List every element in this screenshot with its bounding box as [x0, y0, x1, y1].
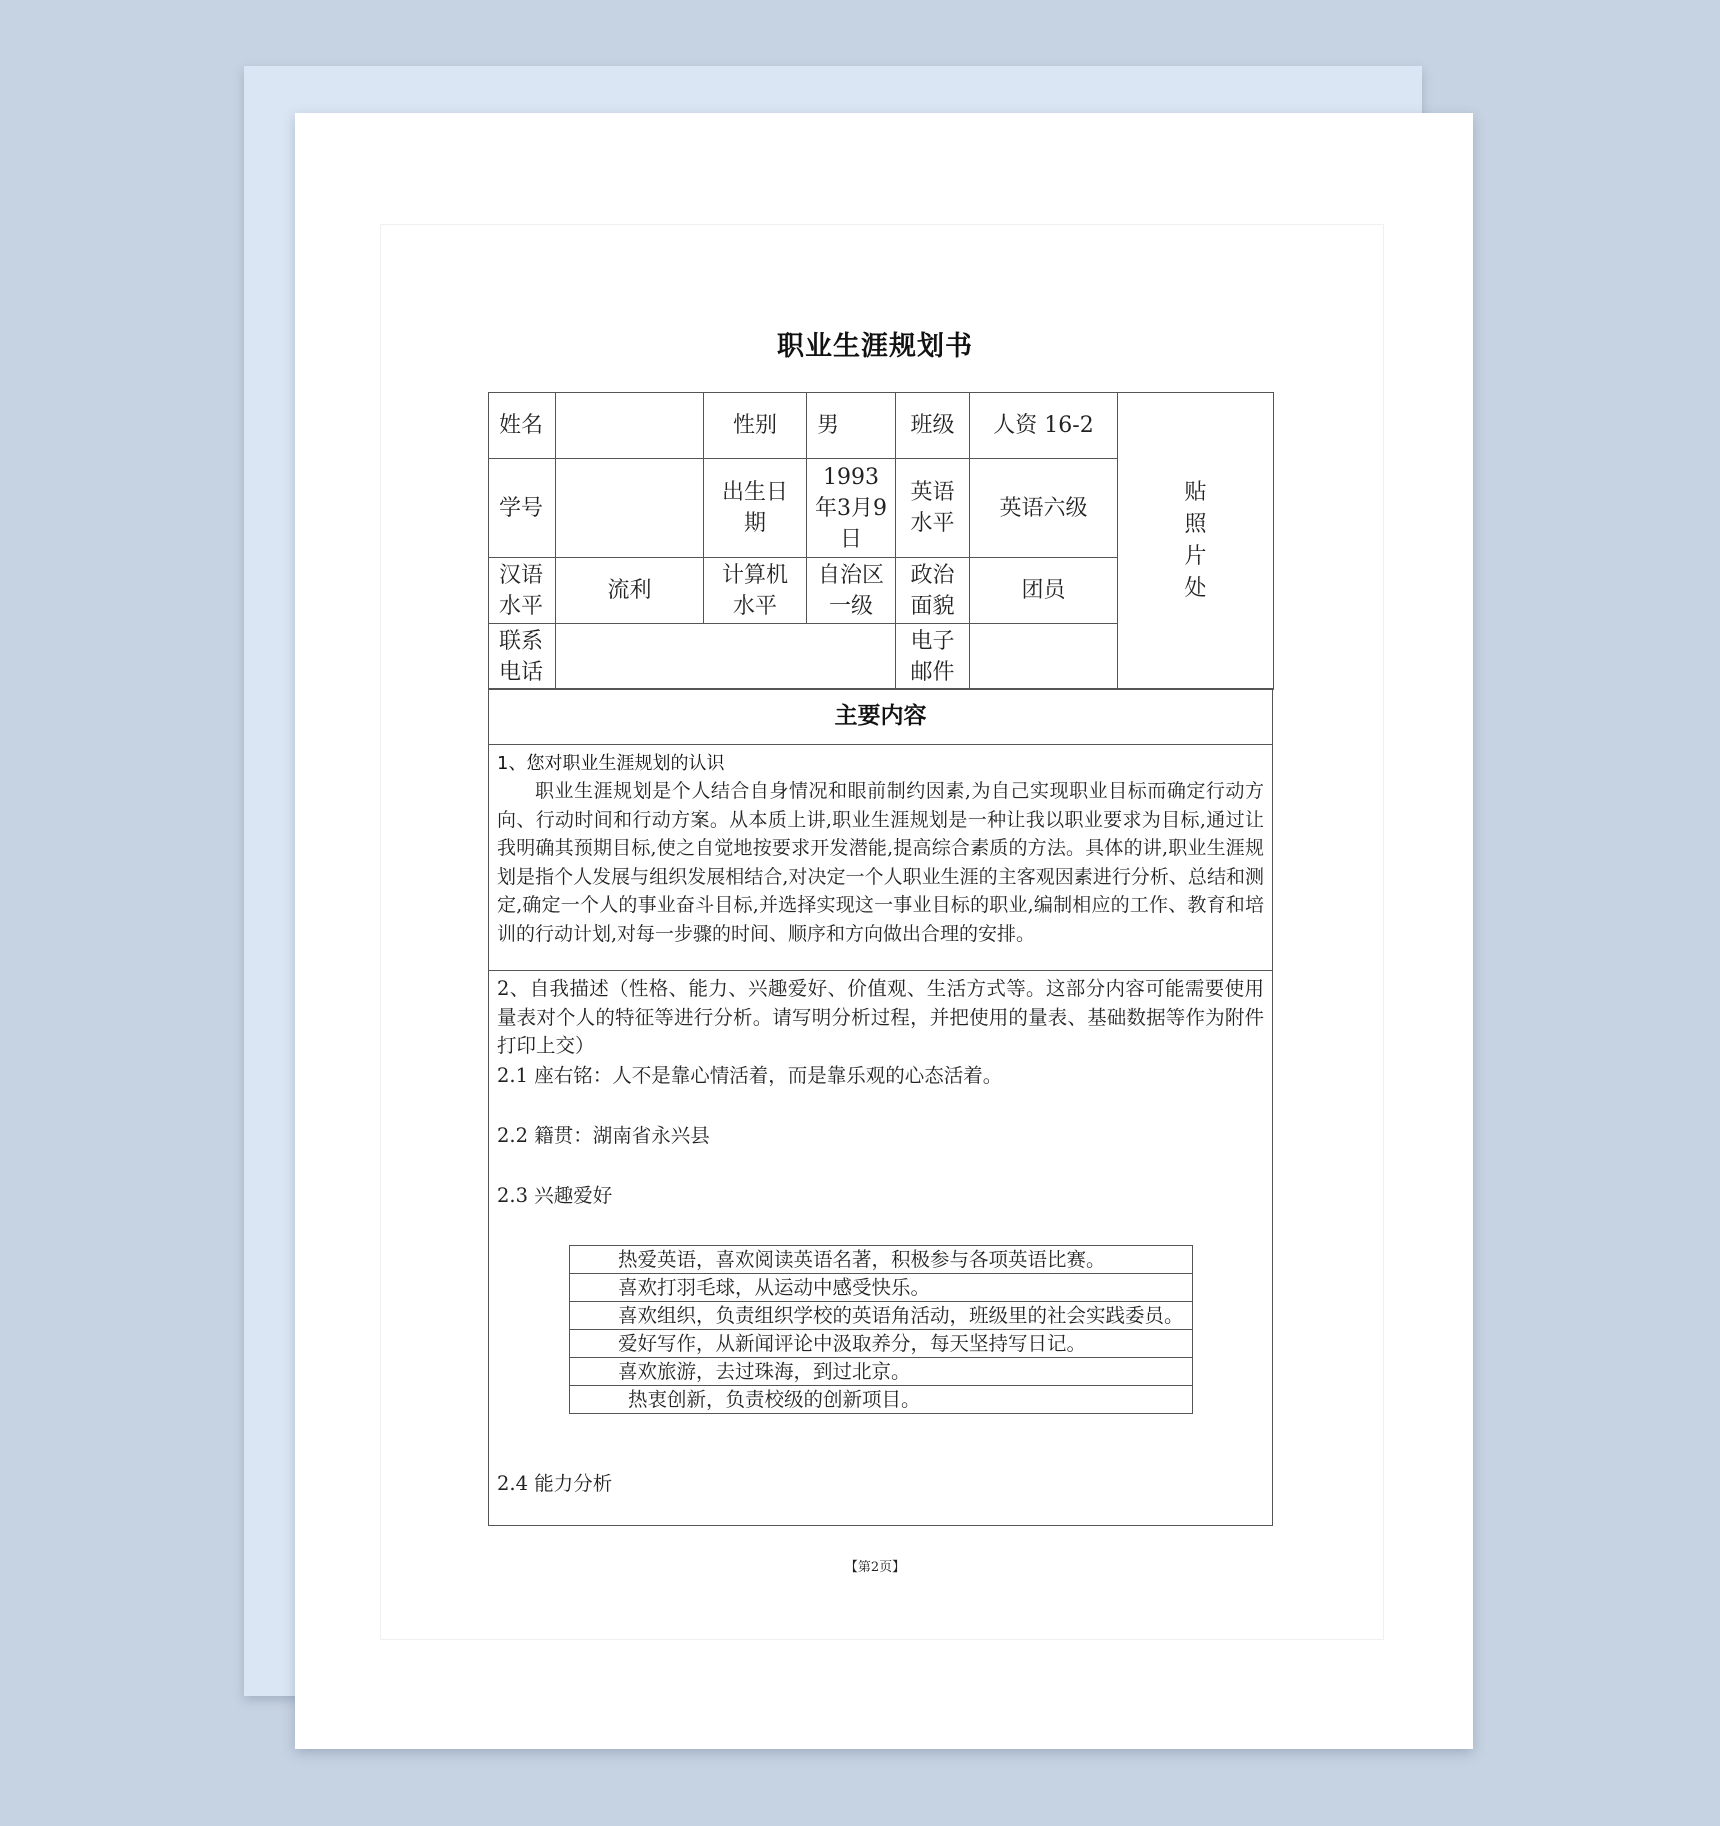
- birth-label: 出生日期: [704, 459, 807, 558]
- table-row: [570, 1245, 1193, 1273]
- class-label: 班级: [896, 393, 970, 459]
- name-label: 姓名: [489, 393, 556, 459]
- section-career-understanding: [489, 745, 1272, 971]
- phone-label: 联系电话: [489, 624, 556, 690]
- document-title: 职业生涯规划书: [777, 331, 973, 362]
- photo-placeholder[interactable]: [1118, 393, 1274, 690]
- motto-line: 2.1 座右铭：人不是靠心情活着，而是靠乐观的心态活着。: [497, 1063, 1003, 1087]
- page-number: 【第2页】: [844, 1560, 906, 1575]
- phone-value[interactable]: [556, 624, 896, 690]
- birth-value[interactable]: 1993年3月9日: [807, 459, 896, 558]
- hobbies-title: 2.3 兴趣爱好: [497, 1183, 613, 1207]
- table-row: [570, 1385, 1193, 1413]
- email-value[interactable]: [970, 624, 1118, 690]
- computer-label: 计算机水平: [704, 558, 807, 624]
- table-row: [570, 1329, 1193, 1357]
- email-label: 电子邮件: [896, 624, 970, 690]
- hobby-item: 热衷创新，负责校级的创新项目。: [570, 1385, 1193, 1413]
- section1-heading: 1、您对职业生涯规划的认识: [497, 753, 725, 774]
- hobby-item: 喜欢旅游，去过珠海，到过北京。: [570, 1357, 1193, 1385]
- english-value[interactable]: 英语六级: [970, 459, 1118, 558]
- student-id-value[interactable]: [556, 459, 704, 558]
- class-value[interactable]: 人资 16-2: [970, 393, 1118, 459]
- ability-title: 2.4 能力分析: [497, 1471, 613, 1495]
- hobby-item: 喜欢组织，负责组织学校的英语角活动，班级里的社会实践委员。: [570, 1301, 1193, 1329]
- political-label: 政治面貌: [896, 558, 970, 624]
- main-content-box: [488, 688, 1273, 1526]
- section1-body: 职业生涯规划是个人结合自身情况和眼前制约因素,为自己实现职业目标而确定行动方向、行动时间和行动方案。从本质上讲,职业生涯规划是一种让我以职业要求为目标,通过让我明确其预期目标,使之自觉地按要求开发潜能,提高综合素质的方法。具体的讲,职业生涯规划是指个人发展与组织发展相结合,对决定一个人职业生涯的主客观因素进行分析、总结和测定,确定一个人的事业奋斗目标,并选择实现这一事业目标的职业,编制相应的工作、教育和培训的行动计划,对每一步骤的时间、顺序和方向做出合理的安排。: [497, 780, 1264, 945]
- hobby-item: 爱好写作，从新闻评论中汲取养分，每天坚持写日记。: [570, 1329, 1193, 1357]
- chinese-value[interactable]: 流利: [556, 558, 704, 624]
- section2-intro: 2、自我描述（性格、能力、兴趣爱好、价值观、生活方式等。这部分内容可能需要使用量表对个人的特征等进行分析。请写明分析过程，并把使用的量表、基础数据等作为附件打印上交）: [497, 977, 1264, 1057]
- political-value[interactable]: 团员: [970, 558, 1118, 624]
- computer-value[interactable]: 自治区一级: [807, 558, 896, 624]
- table-row: [570, 1357, 1193, 1385]
- main-content-title: 主要内容: [489, 688, 1272, 745]
- table-row: [570, 1301, 1193, 1329]
- section-self-description: [489, 971, 1272, 1498]
- hobby-item: 热爱英语，喜欢阅读英语名著，积极参与各项英语比赛。: [570, 1245, 1193, 1273]
- english-label: 英语水平: [896, 459, 970, 558]
- table-row: [570, 1273, 1193, 1301]
- personal-info-table: [488, 392, 1274, 690]
- hobby-item: 喜欢打羽毛球，从运动中感受快乐。: [570, 1273, 1193, 1301]
- gender-value[interactable]: 男: [807, 393, 896, 459]
- hometown-line: 2.2 籍贯：湖南省永兴县: [497, 1123, 710, 1147]
- gender-label: 性别: [704, 393, 807, 459]
- hobbies-table: [569, 1245, 1193, 1414]
- name-value[interactable]: [556, 393, 704, 459]
- student-id-label: 学号: [489, 459, 556, 558]
- chinese-label: 汉语水平: [489, 558, 556, 624]
- photo-label: 贴照片处: [1184, 480, 1207, 601]
